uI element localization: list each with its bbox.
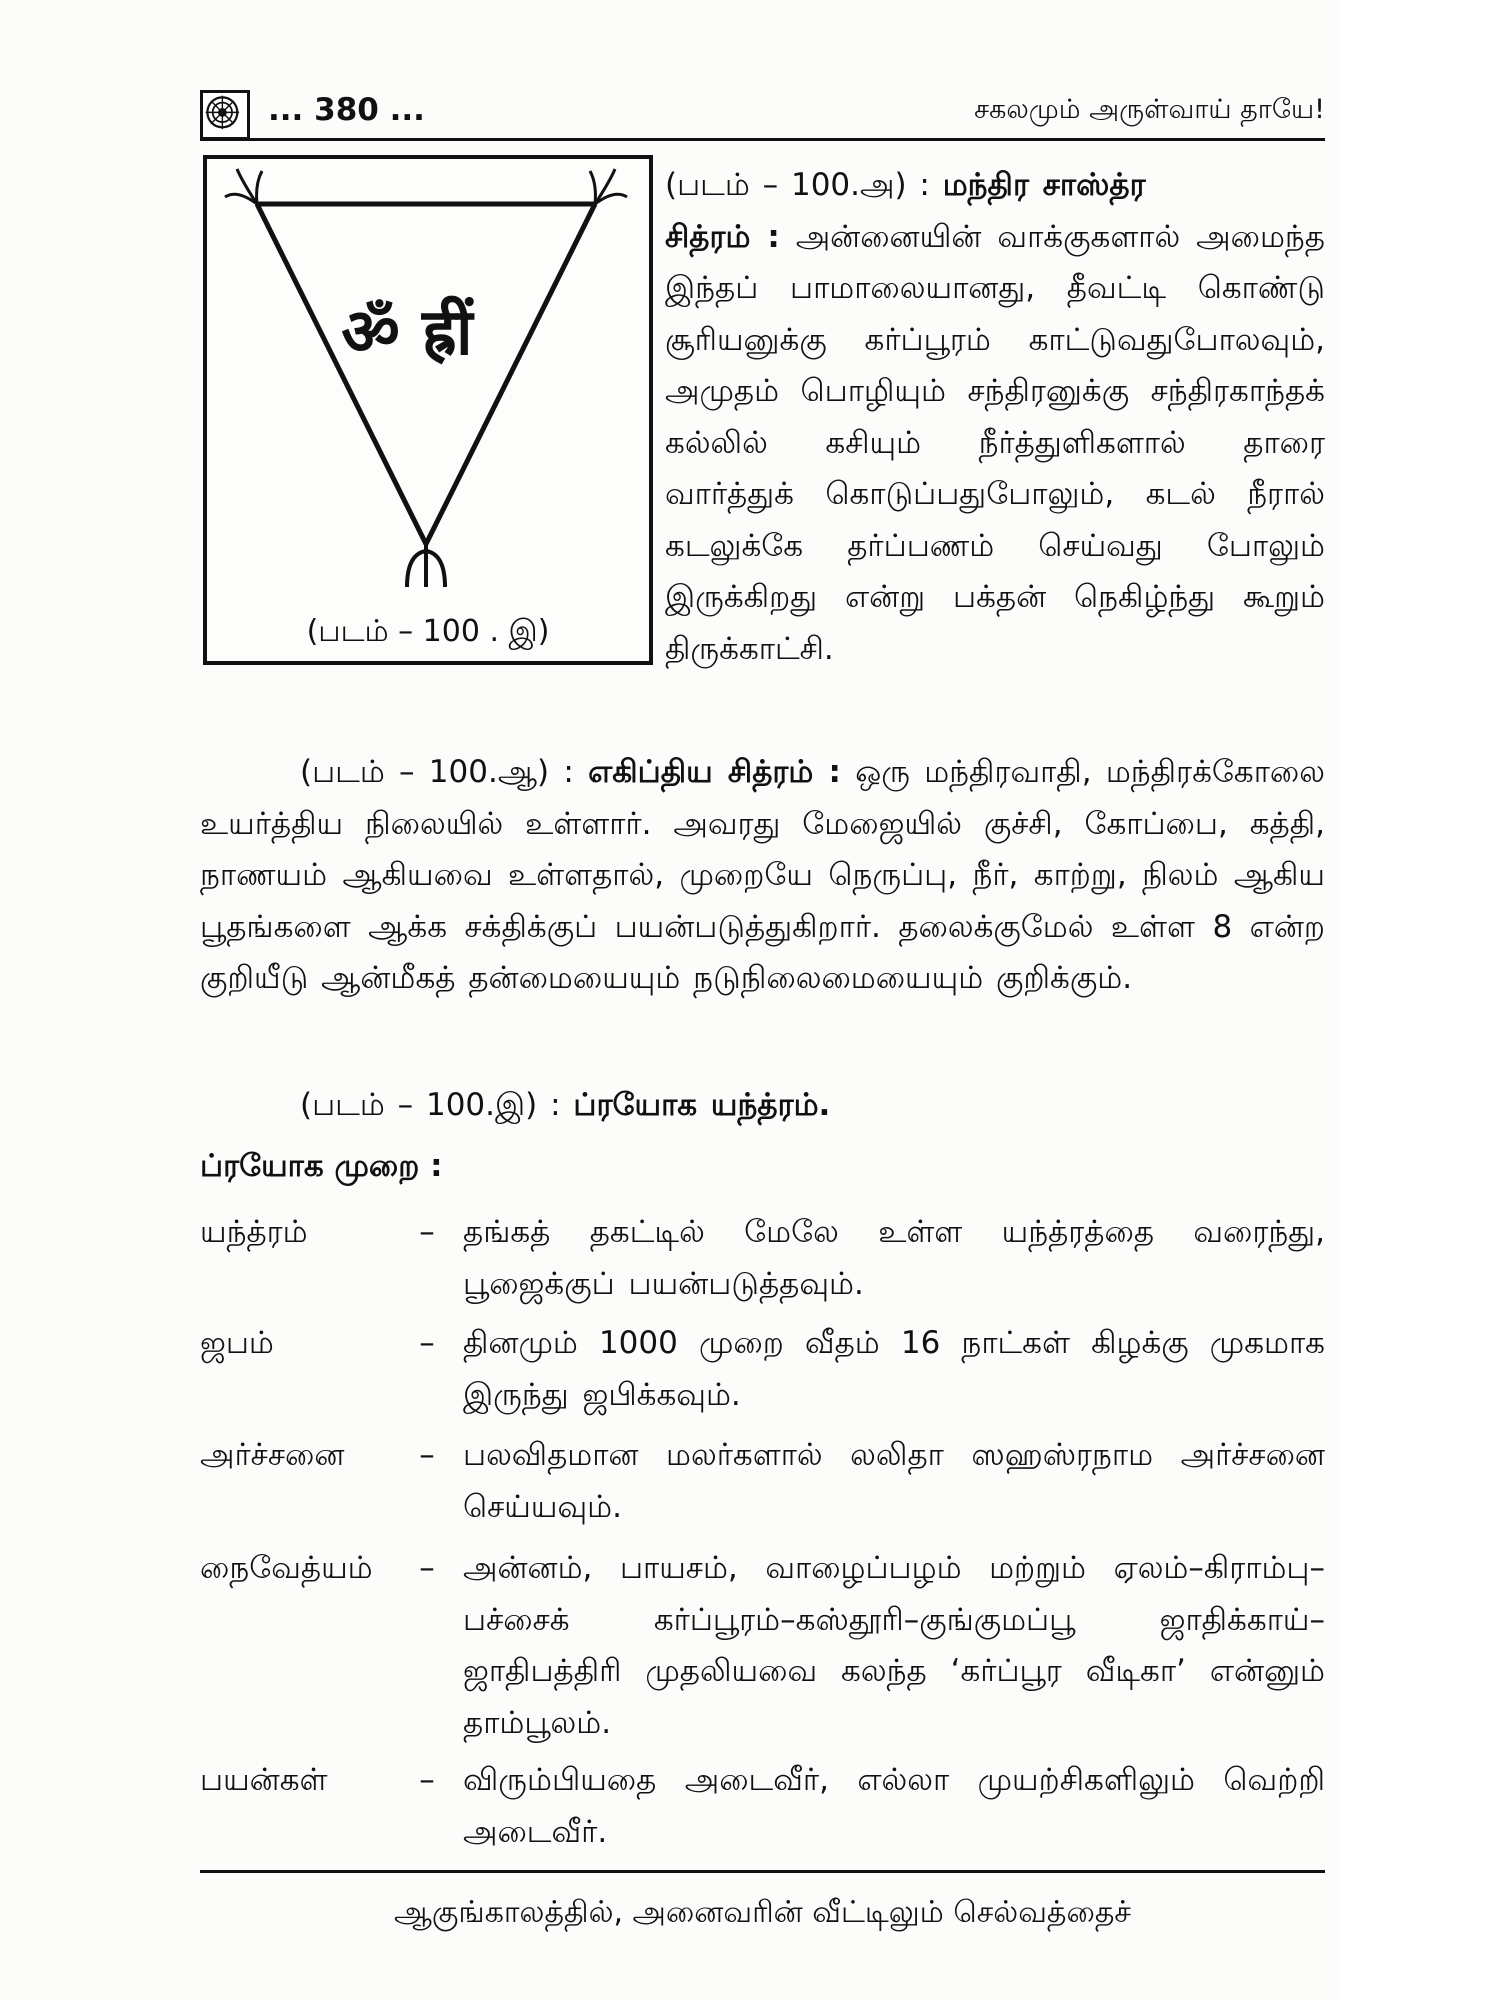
yantra-figure <box>203 155 653 665</box>
triangle-right-edge <box>426 204 595 544</box>
section-title: மந்திர சாஸ்த்ர <box>942 167 1146 203</box>
paragraph-egyptian <box>200 747 1325 1005</box>
trident-left-icon <box>225 169 262 204</box>
page-number: ... 380 ... <box>268 92 425 128</box>
figure-caption: (படம் – 100 . இ) <box>306 614 550 649</box>
om-hreem-symbol: ॐ ह्रीं <box>341 296 473 370</box>
procedure-term: யந்த்ரம் <box>200 1214 308 1250</box>
paragraph-body: அன்னையின் வாக்குகளால் அமைந்த இந்தப் பாமாலையானது, தீவட்டி கொண்டு சூரியனுக்கு கர்ப்பூரம் காட்டுவதுபோலவும், அமுதம் பொழியும் சந்திரனுக்கு சந்திரகாந்தக் கல்லில் கசியும் நீர்த்துளிகளால் தாரை வார்த்துக் கொடுப்பதுபோலும், கடல் நீரால் கடலுக்கே தர்ப்பணம் செய்வது போலும் இருக்கிறது என்று பக்தன் நெகிழ்ந்து கூறும் திருக்காட்சி. <box>665 218 1325 667</box>
section-title-cont: சித்ரம் : <box>665 218 780 255</box>
paragraph-mantra-shastra <box>665 160 1325 675</box>
section-title: ப்ரயோக யந்த்ரம். <box>573 1087 831 1123</box>
procedure-desc: தினமும் 1000 முறை வீதம் 16 நாட்கள் கிழக்கு முகமாக இருந்து ஜபிக்கவும். <box>463 1325 1325 1413</box>
procedure-term: நைவேத்யம் <box>200 1550 373 1586</box>
footer-rule <box>200 1870 1325 1873</box>
yantra-diagram <box>207 159 649 661</box>
procedure-term: ஜபம் <box>200 1325 274 1361</box>
procedure-dash: – <box>419 1762 435 1798</box>
trident-right-icon <box>590 169 627 204</box>
triangle-left-edge <box>257 204 426 544</box>
paragraph-body: ஒரு மந்திரவாதி, மந்திரக்கோலை உயர்த்திய நிலையில் உள்ளார். அவரது மேஜையில் குச்சி, கோப்பை, கத்தி, நாணயம் ஆகியவை உள்ளதால், முறையே நெருப்பு, நீர், காற்று, நிலம் ஆகிய பூதங்களை ஆக்க சக்திக்குப் பயன்படுத்துகிறார். தலைக்குமேல் உள்ள 8 என்ற குறியீடு ஆன்மீகத் தன்மையையும் நடுநிலைமையையும் குறிக்கும். <box>200 754 1325 996</box>
trident-bottom-icon <box>407 544 445 587</box>
procedure-desc: பலவிதமான மலர்களால் லலிதா ஸஹஸ்ரநாம அர்ச்சனை செய்யவும். <box>463 1437 1325 1525</box>
procedure-heading: ப்ரயோக முறை : <box>200 1148 443 1184</box>
header-rule <box>200 138 1325 141</box>
page-header <box>200 88 1325 138</box>
figure-ref: (படம் – 100.அ) : <box>665 167 930 203</box>
procedure-desc: விரும்பியதை அடைவீர், எல்லா முயற்சிகளிலும் வெற்றி அடைவீர். <box>463 1762 1325 1850</box>
running-title: சகலமும் அருள்வாய் தாயே! <box>974 94 1325 125</box>
figure-ref: (படம் – 100.இ) : <box>300 1087 561 1123</box>
procedure-term: பயன்கள் <box>200 1762 328 1798</box>
yantra-emblem-icon <box>200 90 250 140</box>
procedure-desc: அன்னம், பாயசம், வாழைப்பழம் மற்றும் ஏலம்–கிராம்பு–பச்சைக் கர்ப்பூரம்–கஸ்தூரி–குங்குமப்பூ ஜாதிக்காய்–ஜாதிபத்திரி முதலியவை கலந்த ‘கர்ப்பூர வீடிகா’ என்னும் தாம்பூலம். <box>463 1550 1325 1741</box>
procedure-dash: – <box>419 1325 435 1361</box>
procedure-desc: தங்கத் தகட்டில் மேலே உள்ள யந்த்ரத்தை வரைந்து, பூஜைக்குப் பயன்படுத்தவும். <box>463 1214 1325 1302</box>
procedure-dash: – <box>419 1550 435 1586</box>
page-margin <box>1340 0 1500 2000</box>
procedure-dash: – <box>419 1214 435 1250</box>
procedure-dash: – <box>419 1437 435 1473</box>
section-title: எகிப்திய சித்ரம் : <box>588 754 841 790</box>
paragraph-prayoga-yantra <box>300 1080 1325 1132</box>
procedure-term: அர்ச்சனை <box>200 1437 345 1473</box>
footer-text: ஆகுங்காலத்தில், அனைவரின் வீட்டிலும் செல்வத்தைச் <box>393 1895 1132 1930</box>
figure-ref: (படம் – 100.ஆ) : <box>300 754 574 790</box>
